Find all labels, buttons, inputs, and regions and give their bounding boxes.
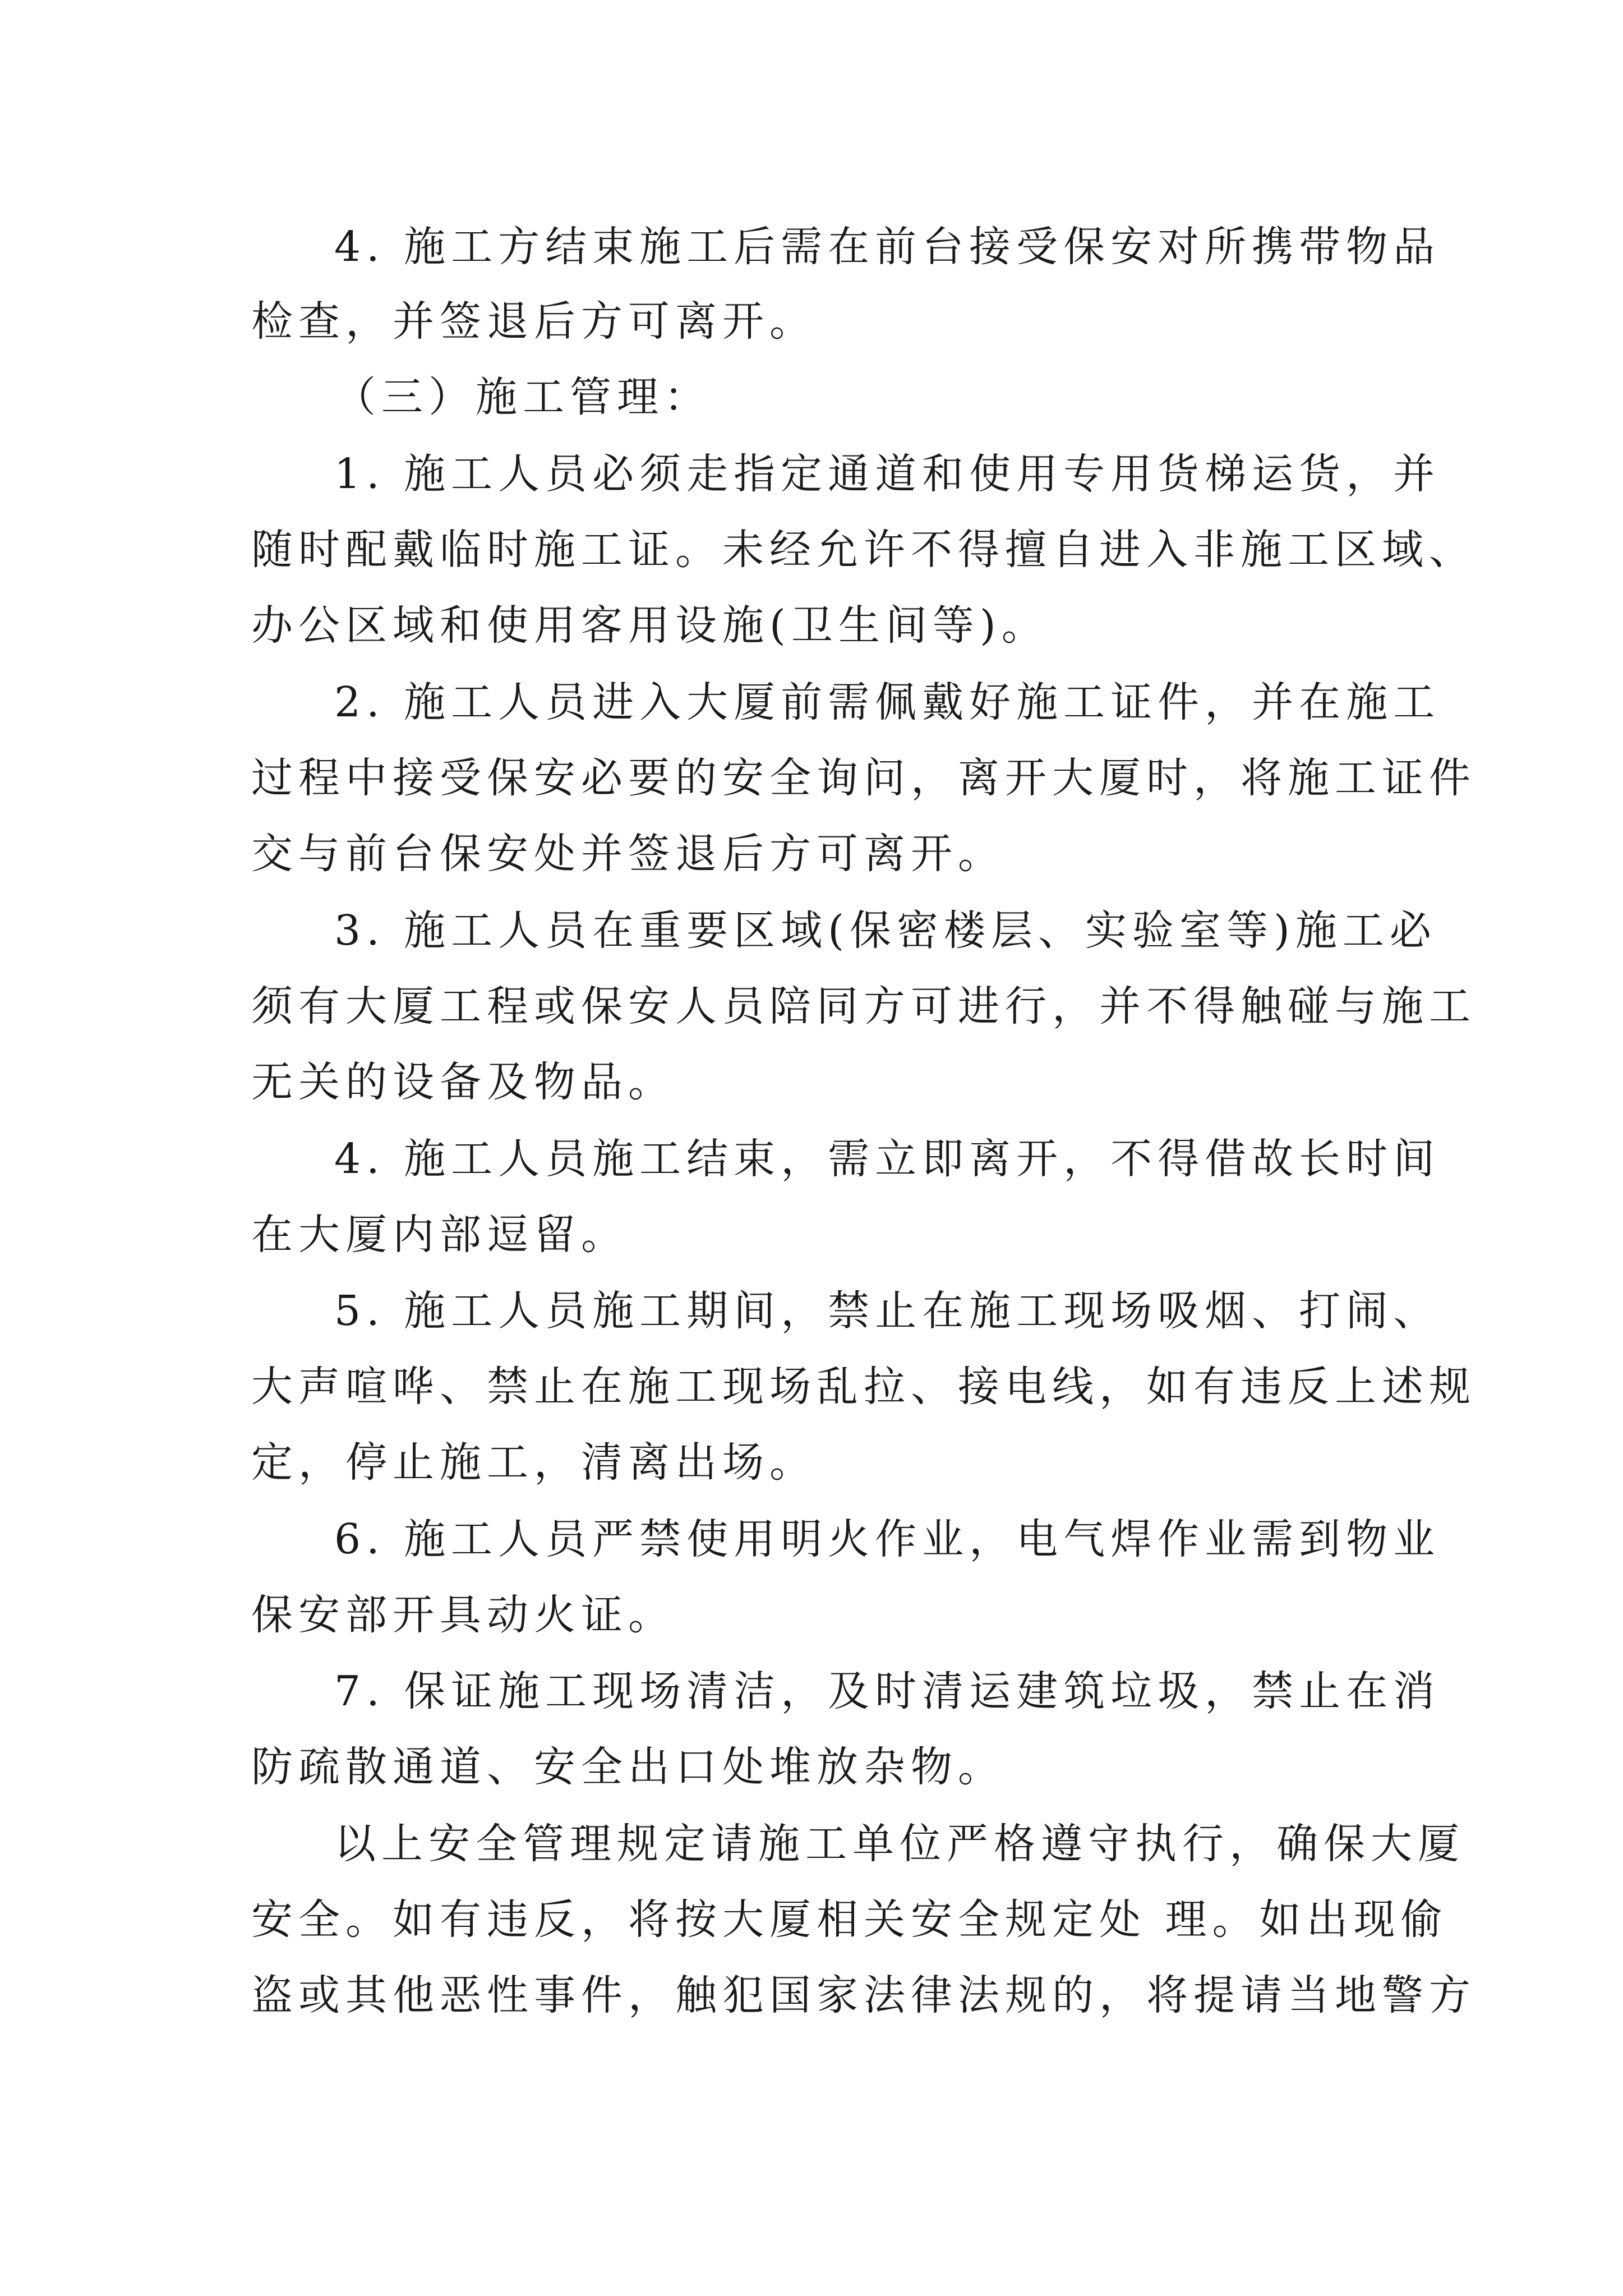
paragraph-line: 定，停止施工，清离出场。 [251,1438,817,1487]
paragraph-line: 4. 施工人员施工结束，需立即离开，不得借故长时间 [334,1135,1441,1183]
paragraph-line: 3. 施工人员在重要区域(保密楼层、实验室等)施工必 [334,907,1437,955]
paragraph-line: 检查，并签退后方可离开。 [251,297,817,346]
paragraph-line: 以上安全管理规定请施工单位严格遵守执行，确保大厦 [334,1820,1465,1868]
paragraph-line: 须有大厦工程或保安人员陪同方可进行，并不得触碰与施工 [251,982,1476,1030]
paragraph-line: 盗或其他恶性事件，触犯国家法律法规的，将提请当地警方 [251,1971,1476,2019]
paragraph-line: 7. 保证施工现场清洁，及时清运建筑垃圾，禁止在消 [334,1667,1441,1715]
paragraph-line: 随时配戴临时施工证。未经允许不得擅自进入非施工区域、 [251,526,1476,574]
paragraph-line: 1. 施工人员必须走指定通道和使用专用货梯运货，并 [334,450,1441,498]
paragraph-line: 办公区域和使用客用设施(卫生间等)。 [251,601,1049,650]
paragraph-line: 2. 施工人员进入大厦前需佩戴好施工证件，并在施工 [334,678,1441,726]
paragraph-line: 在大厦内部逗留。 [251,1211,628,1259]
paragraph-line: 5. 施工人员施工期间，禁止在施工现场吸烟、打闹、 [334,1287,1441,1335]
paragraph-line: 大声喧哗、禁止在施工现场乱拉、接电线，如有违反上述规 [251,1363,1476,1411]
section-heading: （三）施工管理： [334,373,711,421]
paragraph-line: 保安部开具动火证。 [251,1591,675,1639]
paragraph-line: 防疏散通道、安全出口处堆放杂物。 [251,1743,1005,1791]
paragraph-line: 安全。如有违反，将按大厦相关安全规定处 理。如出现偷 [251,1895,1448,1944]
paragraph-line: 4. 施工方结束施工后需在前台接受保安对所携带物品 [334,223,1441,271]
paragraph-line: 6. 施工人员严禁使用明火作业，电气焊作业需到物业 [334,1515,1441,1563]
paragraph-line: 无关的设备及物品。 [251,1058,675,1106]
paragraph-line: 过程中接受保安必要的安全询问，离开大厦时，将施工证件 [251,754,1476,802]
paragraph-line: 交与前台保安处并签退后方可离开。 [251,830,1005,878]
